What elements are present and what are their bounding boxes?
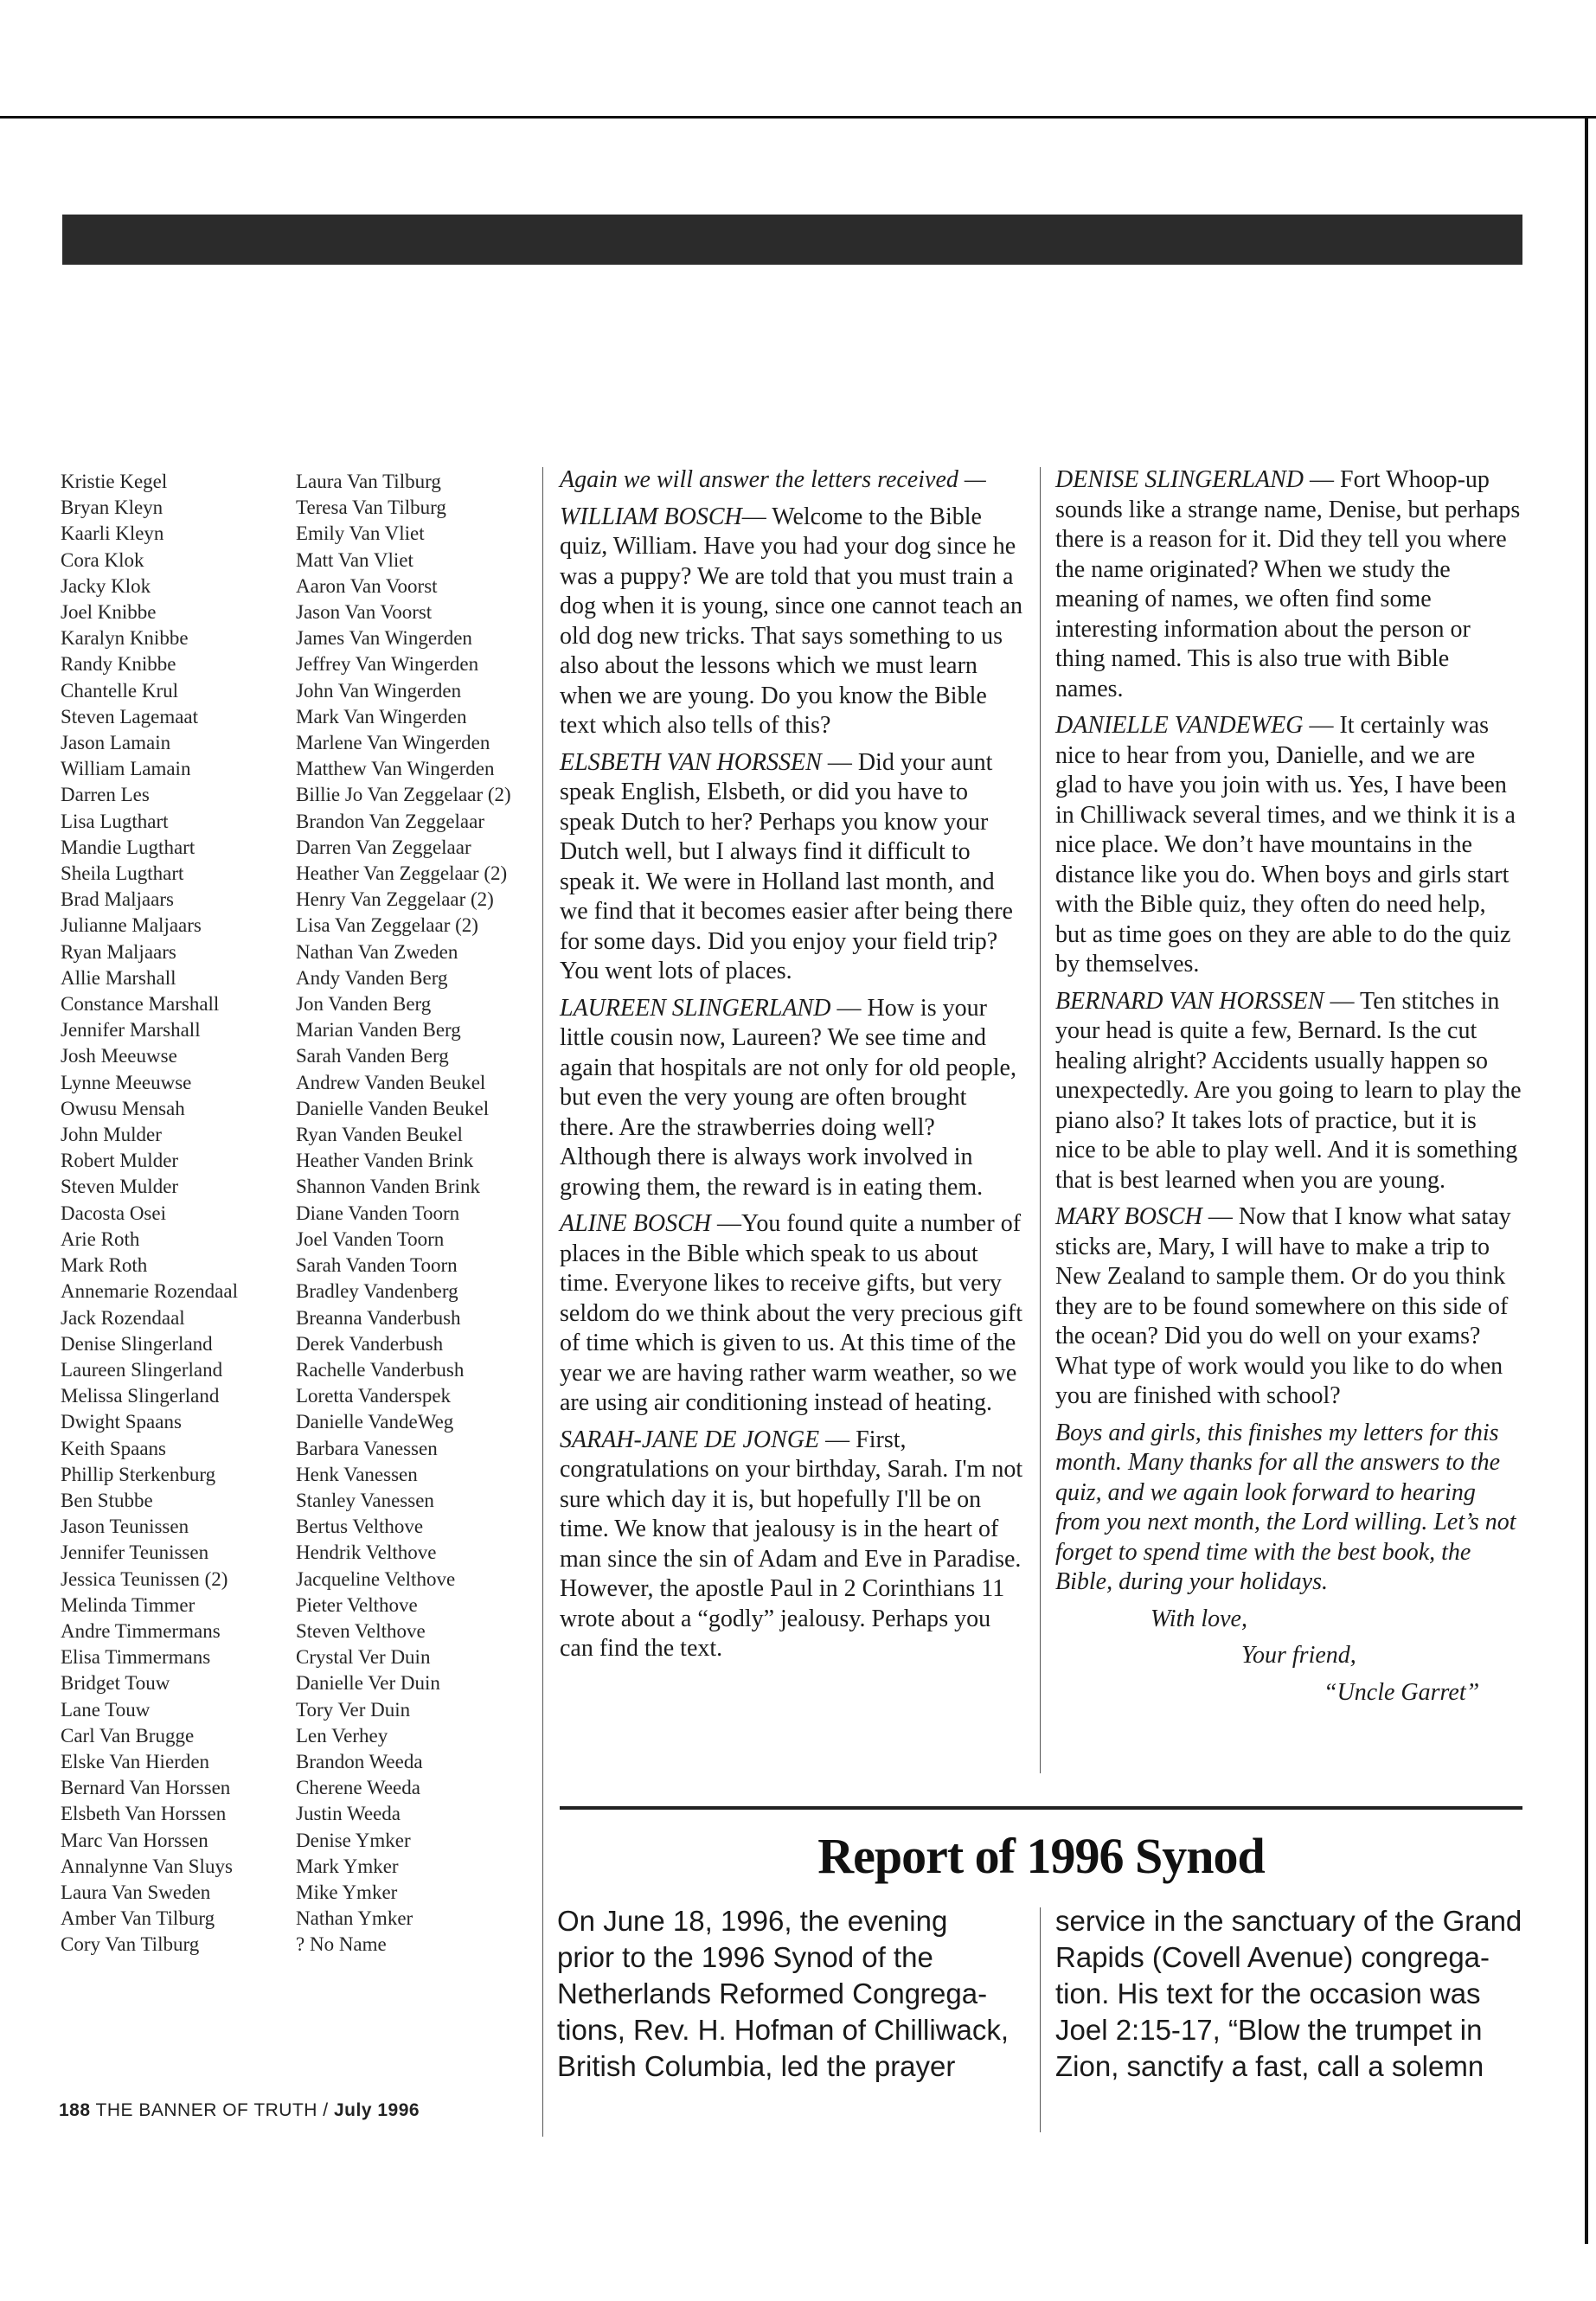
name-list-item: Matthew Van Wingerden (296, 758, 495, 780)
name-list-item: Breanna Vanderbush (296, 1306, 461, 1329)
names-list-column-1 (61, 469, 238, 1958)
letter-reply (1055, 465, 1522, 704)
letters-closing: Boys and girls, this finishes my letters for this month. Many thanks for all the answers to the quiz, and we again look forward to hearing from you next month, the Lord willing. Let’s not forget to spend time with the best book, the Bible, during your holidays. (1055, 1419, 1516, 1595)
name-list-item: Marlene Van Wingerden (296, 732, 490, 754)
name-list-item: Annemarie Rozendaal (61, 1280, 238, 1303)
name-list-item: Steven Lagemaat (61, 705, 199, 727)
name-list-item: Robert Mulder (61, 1150, 179, 1172)
report-divider (560, 1806, 1522, 1810)
name-list-item: Bertus Velthove (296, 1516, 424, 1538)
letters-intro: Again we will answer the letters received — (560, 466, 986, 493)
name-list-item: Elsbeth Van Horssen (61, 1803, 227, 1825)
letter-reply (560, 994, 1024, 1203)
letter-reply-text: — First, congratulations on your birthday, Sarah. I'm not sure which day it is, but hopefully I'll be on time. We know that jealousy is in the heart of man since the sin of Adam and Eve in Paradise. However, the apostle Paul in 2 Corinthians 11 wrote about a “godly” jealousy. Perhaps you can find the text. (560, 1426, 1023, 1662)
report-text-line: Netherlands Reformed Congrega- (557, 1977, 988, 2009)
name-list-item: Bridget Touw (61, 1672, 170, 1695)
report-text-line: service in the sanctuary of the Grand (1055, 1905, 1522, 1937)
name-list-item: Melinda Timmer (61, 1593, 195, 1616)
name-list-item: Aaron Van Voorst (296, 574, 438, 597)
name-list-item: Henk Vanessen (296, 1463, 418, 1485)
letter-recipient-name: LAUREEN SLINGERLAND (560, 994, 831, 1022)
name-list-item: Jason Lamain (61, 732, 171, 754)
letter-reply (560, 503, 1024, 741)
name-list-item: Laureen Slingerland (61, 1358, 223, 1381)
name-list-item: Darren Van Zeggelaar (296, 836, 471, 858)
name-list-item: Marc Van Horssen (61, 1829, 208, 1851)
name-list-item: Dacosta Osei (61, 1202, 166, 1224)
name-list-item: Laura Van Tilburg (296, 471, 441, 492)
name-list-item: Nathan Ymker (296, 1907, 413, 1930)
name-list-item: Steven Mulder (61, 1176, 179, 1198)
name-list-item: Jessica Teunissen (2) (61, 1567, 228, 1590)
name-list-item: Jeffrey Van Wingerden (296, 653, 479, 676)
name-list-item: Teresa Van Tilburg (296, 497, 446, 519)
name-list-item: Chantelle Krul (61, 679, 179, 702)
name-list-item: Derek Vanderbush (296, 1332, 444, 1355)
name-list-item: Hendrik Velthove (296, 1541, 437, 1564)
name-list-item: Heather Vanden Brink (296, 1150, 474, 1172)
column-divider-left (542, 467, 543, 2137)
name-list-item: Billie Jo Van Zeggelaar (2) (296, 784, 511, 806)
name-list-item: Phillip Sterkenburg (61, 1463, 216, 1485)
name-list-item: Jacqueline Velthove (296, 1567, 456, 1590)
name-list-item: Arie Roth (61, 1227, 140, 1250)
right-border-line (1585, 116, 1588, 2244)
letter-reply (1055, 711, 1522, 980)
name-list-item: Mandie Lugthart (61, 836, 195, 858)
name-list-item: Barbara Vanessen (296, 1437, 438, 1459)
name-list-item: Rachelle Vanderbush (296, 1358, 465, 1381)
name-list-item: Andrew Vanden Beukel (296, 1071, 486, 1093)
name-list-item: Jennifer Marshall (61, 1019, 201, 1042)
name-list-item: Keith Spaans (61, 1437, 167, 1459)
name-list-item: Carl Van Brugge (61, 1724, 195, 1747)
report-column-2 (1055, 1903, 1527, 2085)
name-list-item: John Mulder (61, 1124, 162, 1146)
name-list-item: Lisa Van Zeggelaar (2) (296, 914, 478, 937)
letter-reply-text: — Now that I know what satay sticks are, Mary, I will have to make a trip to New Zealand to sample them. Or do you think they are to be found somewhere on this side of the ocean? Did you do well on your exams? What type of work would you like to do when you are finished with school? (1055, 1203, 1511, 1409)
letter-recipient-name: BERNARD VAN HORSSEN (1055, 987, 1324, 1015)
page-footer (59, 2100, 420, 2121)
report-title: Report of 1996 Synod (817, 1828, 1265, 1884)
name-list-item: Sarah Vanden Berg (296, 1045, 449, 1067)
letter-recipient-name: WILLIAM BOSCH (560, 503, 742, 530)
letter-reply (1055, 987, 1522, 1196)
name-list-item: Crystal Ver Duin (296, 1646, 431, 1669)
letter-reply-text: — Ten stitches in your head is quite a few, Bernard. Is the cut healing alright? Accidents usually happen so unexpectedly. Are you going to learn to play the piano also? It takes lots of practice, but it is nice to be able to play well. And it is something that is best learned when you are young. (1055, 987, 1522, 1194)
name-list-item: Cora Klok (61, 548, 144, 571)
signature-name: “Uncle Garret” (1324, 1678, 1480, 1706)
column-divider-report (1040, 1907, 1041, 2132)
name-list-item: Mark Roth (61, 1254, 148, 1277)
name-list-item: Ryan Vanden Beukel (296, 1124, 463, 1146)
issue-date: July 1996 (333, 2100, 420, 2120)
report-text-line: prior to the 1996 Synod of the (557, 1941, 933, 1973)
name-list-item: Laura Van Sweden (61, 1881, 211, 1903)
name-list-item: Elske Van Hierden (61, 1750, 210, 1772)
name-list-item: Justin Weeda (296, 1803, 401, 1825)
name-list-item: Joel Vanden Toorn (296, 1227, 445, 1250)
name-list-item: Cherene Weeda (296, 1777, 420, 1799)
name-list-item: Melissa Slingerland (61, 1385, 220, 1407)
name-list-item: Jack Rozendaal (61, 1306, 185, 1329)
name-list-item: Kaarli Kleyn (61, 522, 164, 545)
report-text-line: British Columbia, led the prayer (557, 2050, 956, 2082)
name-list-item: Sarah Vanden Toorn (296, 1254, 458, 1277)
name-list-item: Randy Knibbe (61, 653, 176, 676)
name-list-item: Jennifer Teunissen (61, 1541, 209, 1564)
name-list-item: Kristie Kegel (61, 471, 168, 492)
name-list-item: Ben Stubbe (61, 1489, 153, 1511)
name-list-item: Denise Slingerland (61, 1332, 213, 1355)
name-list-item: Josh Meeuwse (61, 1045, 177, 1067)
names-list-column-2 (296, 469, 511, 1958)
report-text-line: On June 18, 1996, the evening (557, 1905, 948, 1937)
name-list-item: Ryan Maljaars (61, 940, 176, 963)
name-list-item: Mark Van Wingerden (296, 705, 467, 727)
name-list-item: John Van Wingerden (296, 679, 462, 702)
letter-reply-text: — Welcome to the Bible quiz, William. Have you had your dog since he was a puppy? We are told that you must train a dog when it is young, since one cannot teach an old dog new tricks. That says something to us also about the lessons which we must learn when we are young. Do you know the Bible text which also tells of this? (560, 503, 1022, 739)
top-border-line (0, 116, 1596, 119)
letter-reply-text: — Did your aunt speak English, Elsbeth, or did you have to speak Dutch to her? Perhaps you know your Dutch well, but I always find it difficult to speak it. We were in Holland last month, and we find that it becomes easier after being there for some days. Did you enjoy your field trip? You went lots of places. (560, 748, 1013, 984)
letter-reply-text: — How is your little cousin now, Laureen? We see time and again that hospitals are not only for old people, but even the very young are often brought there. Are the strawberries doing well? Although there is always work involved in growing them, the reward is in eating them. (560, 994, 1016, 1201)
letter-recipient-name: ELSBETH VAN HORSSEN (560, 748, 822, 776)
name-list-item: Danielle Vanden Beukel (296, 1097, 490, 1119)
name-list-item: Tory Ver Duin (296, 1698, 411, 1721)
name-list-item: Stanley Vanessen (296, 1489, 434, 1511)
name-list-item: Jason Van Voorst (296, 601, 433, 624)
name-list-item: Sheila Lugthart (61, 862, 184, 885)
report-column-1 (557, 1903, 1010, 2085)
name-list-item: ? No Name (296, 1933, 387, 1956)
letter-recipient-name: DANIELLE VANDEWEG (1055, 712, 1304, 739)
name-list-item: Brandon Weeda (296, 1750, 423, 1772)
publication-name: THE BANNER OF TRUTH / (95, 2100, 334, 2120)
name-list-item: Lane Touw (61, 1698, 151, 1721)
name-list-item: Henry Van Zeggelaar (2) (296, 888, 494, 911)
name-list-item: Danielle VandeWeg (296, 1411, 454, 1433)
name-list-item: Brad Maljaars (61, 888, 174, 911)
report-text-line: Zion, sanctify a fast, call a solemn (1055, 2050, 1484, 2082)
name-list-item: William Lamain (61, 758, 191, 780)
name-list-item: Diane Vanden Toorn (296, 1202, 460, 1224)
name-list-item: Allie Marshall (61, 966, 176, 989)
name-list-item: Dwight Spaans (61, 1411, 182, 1433)
name-list-item: Bradley Vandenberg (296, 1280, 458, 1303)
column-divider-middle (1040, 467, 1041, 1773)
name-list-item: Steven Velthove (296, 1619, 426, 1642)
name-list-item: Lisa Lugthart (61, 810, 169, 832)
name-list-item: Emily Van Vliet (296, 522, 425, 545)
name-list-item: Marian Vanden Berg (296, 1019, 461, 1042)
letter-reply-text: — Fort Whoop-up sounds like a strange name, Denise, but perhaps there is a reason for it. Did they tell you where the name originated? When we study the meaning of names, we often find some interesting information about the person or thing named. This is also true with Bible names. (1055, 466, 1521, 702)
letter-recipient-name: SARAH-JANE DE JONGE (560, 1426, 820, 1453)
name-list-item: Mark Ymker (296, 1855, 399, 1877)
name-list-item: Nathan Van Zweden (296, 940, 458, 963)
name-list-item: Andy Vanden Berg (296, 966, 448, 989)
report-text-line: Rapids (Covell Avenue) congrega- (1055, 1941, 1490, 1973)
name-list-item: Julianne Maljaars (61, 914, 202, 937)
name-list-item: Mike Ymker (296, 1881, 398, 1903)
name-list-item: Joel Knibbe (61, 601, 157, 624)
letters-column-1 (560, 465, 1024, 1671)
name-list-item: Jacky Klok (61, 574, 151, 597)
name-list-item: Amber Van Tilburg (61, 1907, 215, 1930)
name-list-item: Denise Ymker (296, 1829, 411, 1851)
letter-reply-text: — It certainly was nice to hear from you, Danielle, and we are glad to have you join with us. Yes, I have been in Chilliwack several times, and we think it is a nice place. We don’t have mountains in the distance like you do. When boys and girls start with the Bible quiz, they often do need help, but as time goes on they are able to do the quiz by themselves. (1055, 712, 1516, 977)
signature-friend: Your friend, (1241, 1642, 1356, 1669)
name-list-item: Len Verhey (296, 1724, 388, 1747)
letter-reply (1055, 1202, 1522, 1412)
name-list-item: Constance Marshall (61, 993, 220, 1016)
name-list-item: Danielle Ver Duin (296, 1672, 440, 1695)
name-list-item: Shannon Vanden Brink (296, 1176, 480, 1198)
name-list-item: Andre Timmermans (61, 1619, 221, 1642)
report-text-line: Joel 2:15-17, “Blow the trumpet in (1055, 2014, 1483, 2046)
name-list-item: Loretta Vanderspek (296, 1385, 452, 1407)
letter-recipient-name: DENISE SLINGERLAND (1055, 466, 1304, 493)
header-banner-bar (62, 215, 1522, 265)
name-list-item: Bryan Kleyn (61, 497, 163, 519)
letters-column-2 (1055, 465, 1522, 1715)
letter-recipient-name: MARY BOSCH (1055, 1203, 1202, 1230)
name-list-item: Heather Van Zeggelaar (2) (296, 862, 508, 885)
name-list-item: Karalyn Knibbe (61, 627, 189, 650)
letter-reply-text: —You found quite a number of places in the Bible which speak to us about time. Everyone likes to receive gifts, but very seldom do we think about the very precious gift of time which is given to us. At this time of the year we are having rather warm weather, so we are using air conditioning instead of heating. (560, 1210, 1022, 1416)
name-list-item: Cory Van Tilburg (61, 1933, 200, 1956)
name-list-item: Matt Van Vliet (296, 548, 413, 571)
name-list-item: Annalynne Van Sluys (61, 1855, 233, 1877)
name-list-item: Owusu Mensah (61, 1097, 185, 1119)
name-list-item: Elisa Timmermans (61, 1646, 211, 1669)
letter-recipient-name: ALINE BOSCH (560, 1210, 711, 1237)
report-text-line: tion. His text for the occasion was (1055, 1977, 1481, 2009)
name-list-item: Bernard Van Horssen (61, 1777, 231, 1799)
name-list-item: Pieter Velthove (296, 1593, 418, 1616)
name-list-item: Jason Teunissen (61, 1516, 189, 1538)
signature-love: With love, (1151, 1605, 1247, 1632)
letter-reply (560, 748, 1024, 987)
page-number: 188 (59, 2100, 91, 2120)
letter-reply (560, 1209, 1024, 1419)
name-list-item: Lynne Meeuwse (61, 1071, 192, 1093)
name-list-item: Brandon Van Zeggelaar (296, 810, 484, 832)
name-list-item: James Van Wingerden (296, 627, 472, 650)
report-text-line: tions, Rev. H. Hofman of Chilliwack, (557, 2014, 1010, 2046)
name-list-item: Jon Vanden Berg (296, 993, 432, 1016)
name-list-item: Darren Les (61, 784, 150, 806)
letter-reply (560, 1426, 1024, 1664)
